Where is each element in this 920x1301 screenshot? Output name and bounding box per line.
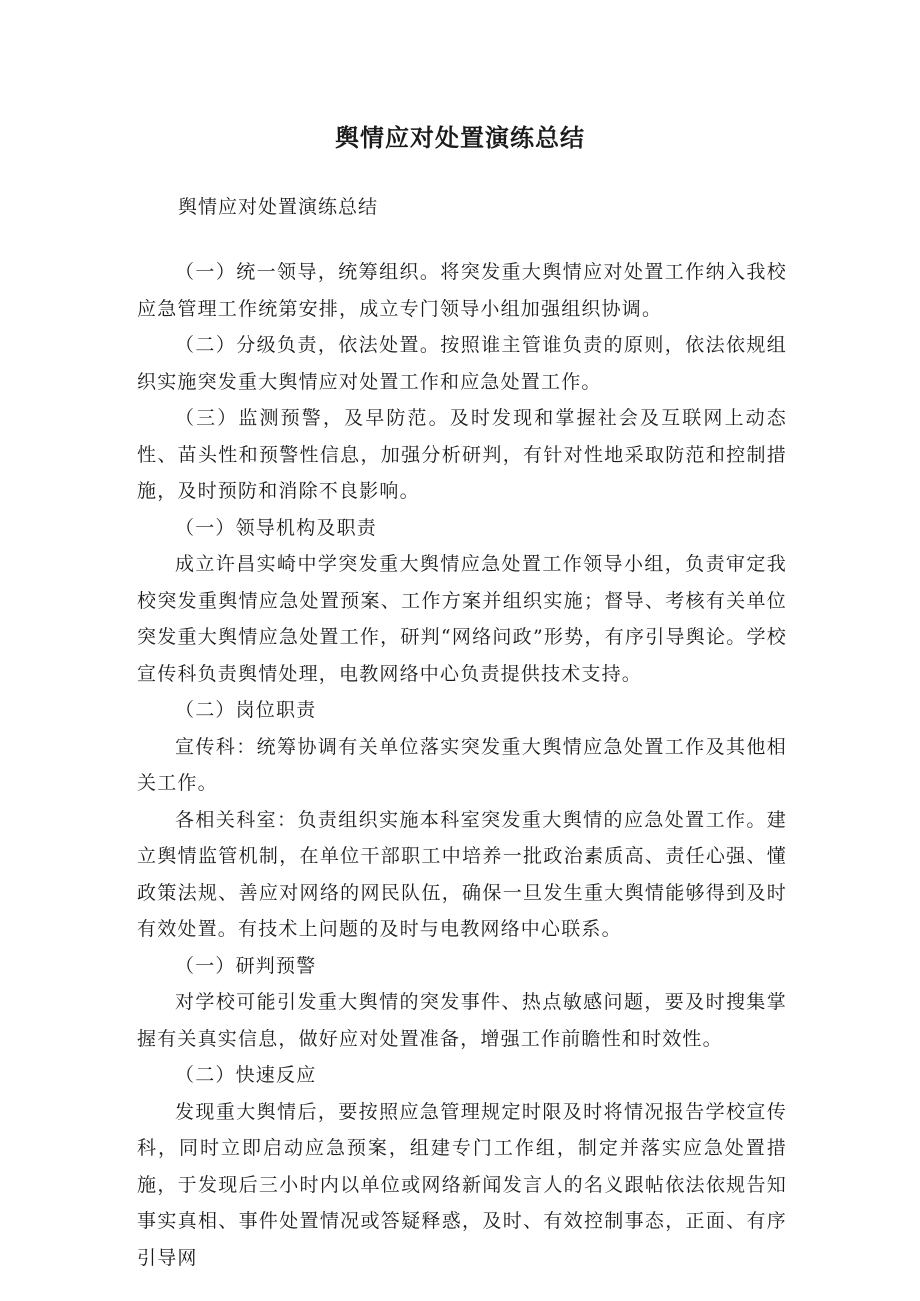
paragraph: 宣传科：统筹协调有关单位落实突发重大舆情应急处置工作及其他相关工作。	[137, 735, 787, 794]
document-title: 舆情应对处置演练总结	[335, 124, 585, 152]
section-heading: （一）研判预警	[175, 954, 317, 977]
paragraph: 各相关科室：负责组织实施本科室突发重大舆情的应急处置工作。建立舆情监管机制，在单位干部职工中培养一批政治素质高、责任心强、懂政策法规、善应对网络的网民队伍，确保一旦发生重大舆情能够得到及时有效处置。有技术上问题的及时与电教网络中心联系。	[137, 808, 787, 940]
paragraph: （三）监测预警，及早防范。及时发现和掌握社会及互联网上动态性、苗头性和预警性信息，加强分析研判，有针对性地采取防范和控制措施，及时预防和消除不良影响。	[137, 407, 787, 502]
paragraph: 对学校可能引发重大舆情的突发事件、热点敏感问题，要及时搜集掌握有关真实信息，做好应对处置准备，增强工作前瞻性和时效性。	[137, 991, 787, 1050]
paragraph: （一）统一领导，统筹组织。将突发重大舆情应对处置工作纳入我校应急管理工作统第安排，成立专门领导小组加强组织协调。	[137, 261, 787, 320]
paragraph: 发现重大舆情后，要按照应急管理规定时限及时将情况报告学校宣传科，同时立即启动应急预案，组建专门工作组，制定并落实应急处置措施，于发现后三小时内以单位或网络新闻发言人的名义跟帖依法依规告知事实真相、事件处置情况或答疑释惑，及时、有效控制事态，正面、有序引导网	[137, 1100, 787, 1269]
section-heading: （二）快速反应	[175, 1064, 317, 1086]
section-heading: （一）领导机构及职责	[175, 516, 378, 539]
document-subtitle: 舆情应对处置演练总结	[178, 196, 379, 218]
paragraph: （二）分级负责，依法处置。按照谁主管谁负责的原则，依法依规组织实施突发重大舆情应对处置工作和应急处置工作。	[137, 334, 787, 393]
paragraph: 成立许昌实崎中学突发重大舆情应急处置工作领导小组，负责审定我校突发重舆情应急处置预案、工作方案并组织实施；督导、考核有关单位突发重大舆情应急处置工作，研判“网络问政”形势，有序引导舆论。学校宣传科负责舆情处理，电教网络中心负责提供技术支持。	[137, 553, 787, 685]
document-body	[137, 254, 787, 1276]
section-heading: （二）岗位职责	[175, 699, 317, 721]
